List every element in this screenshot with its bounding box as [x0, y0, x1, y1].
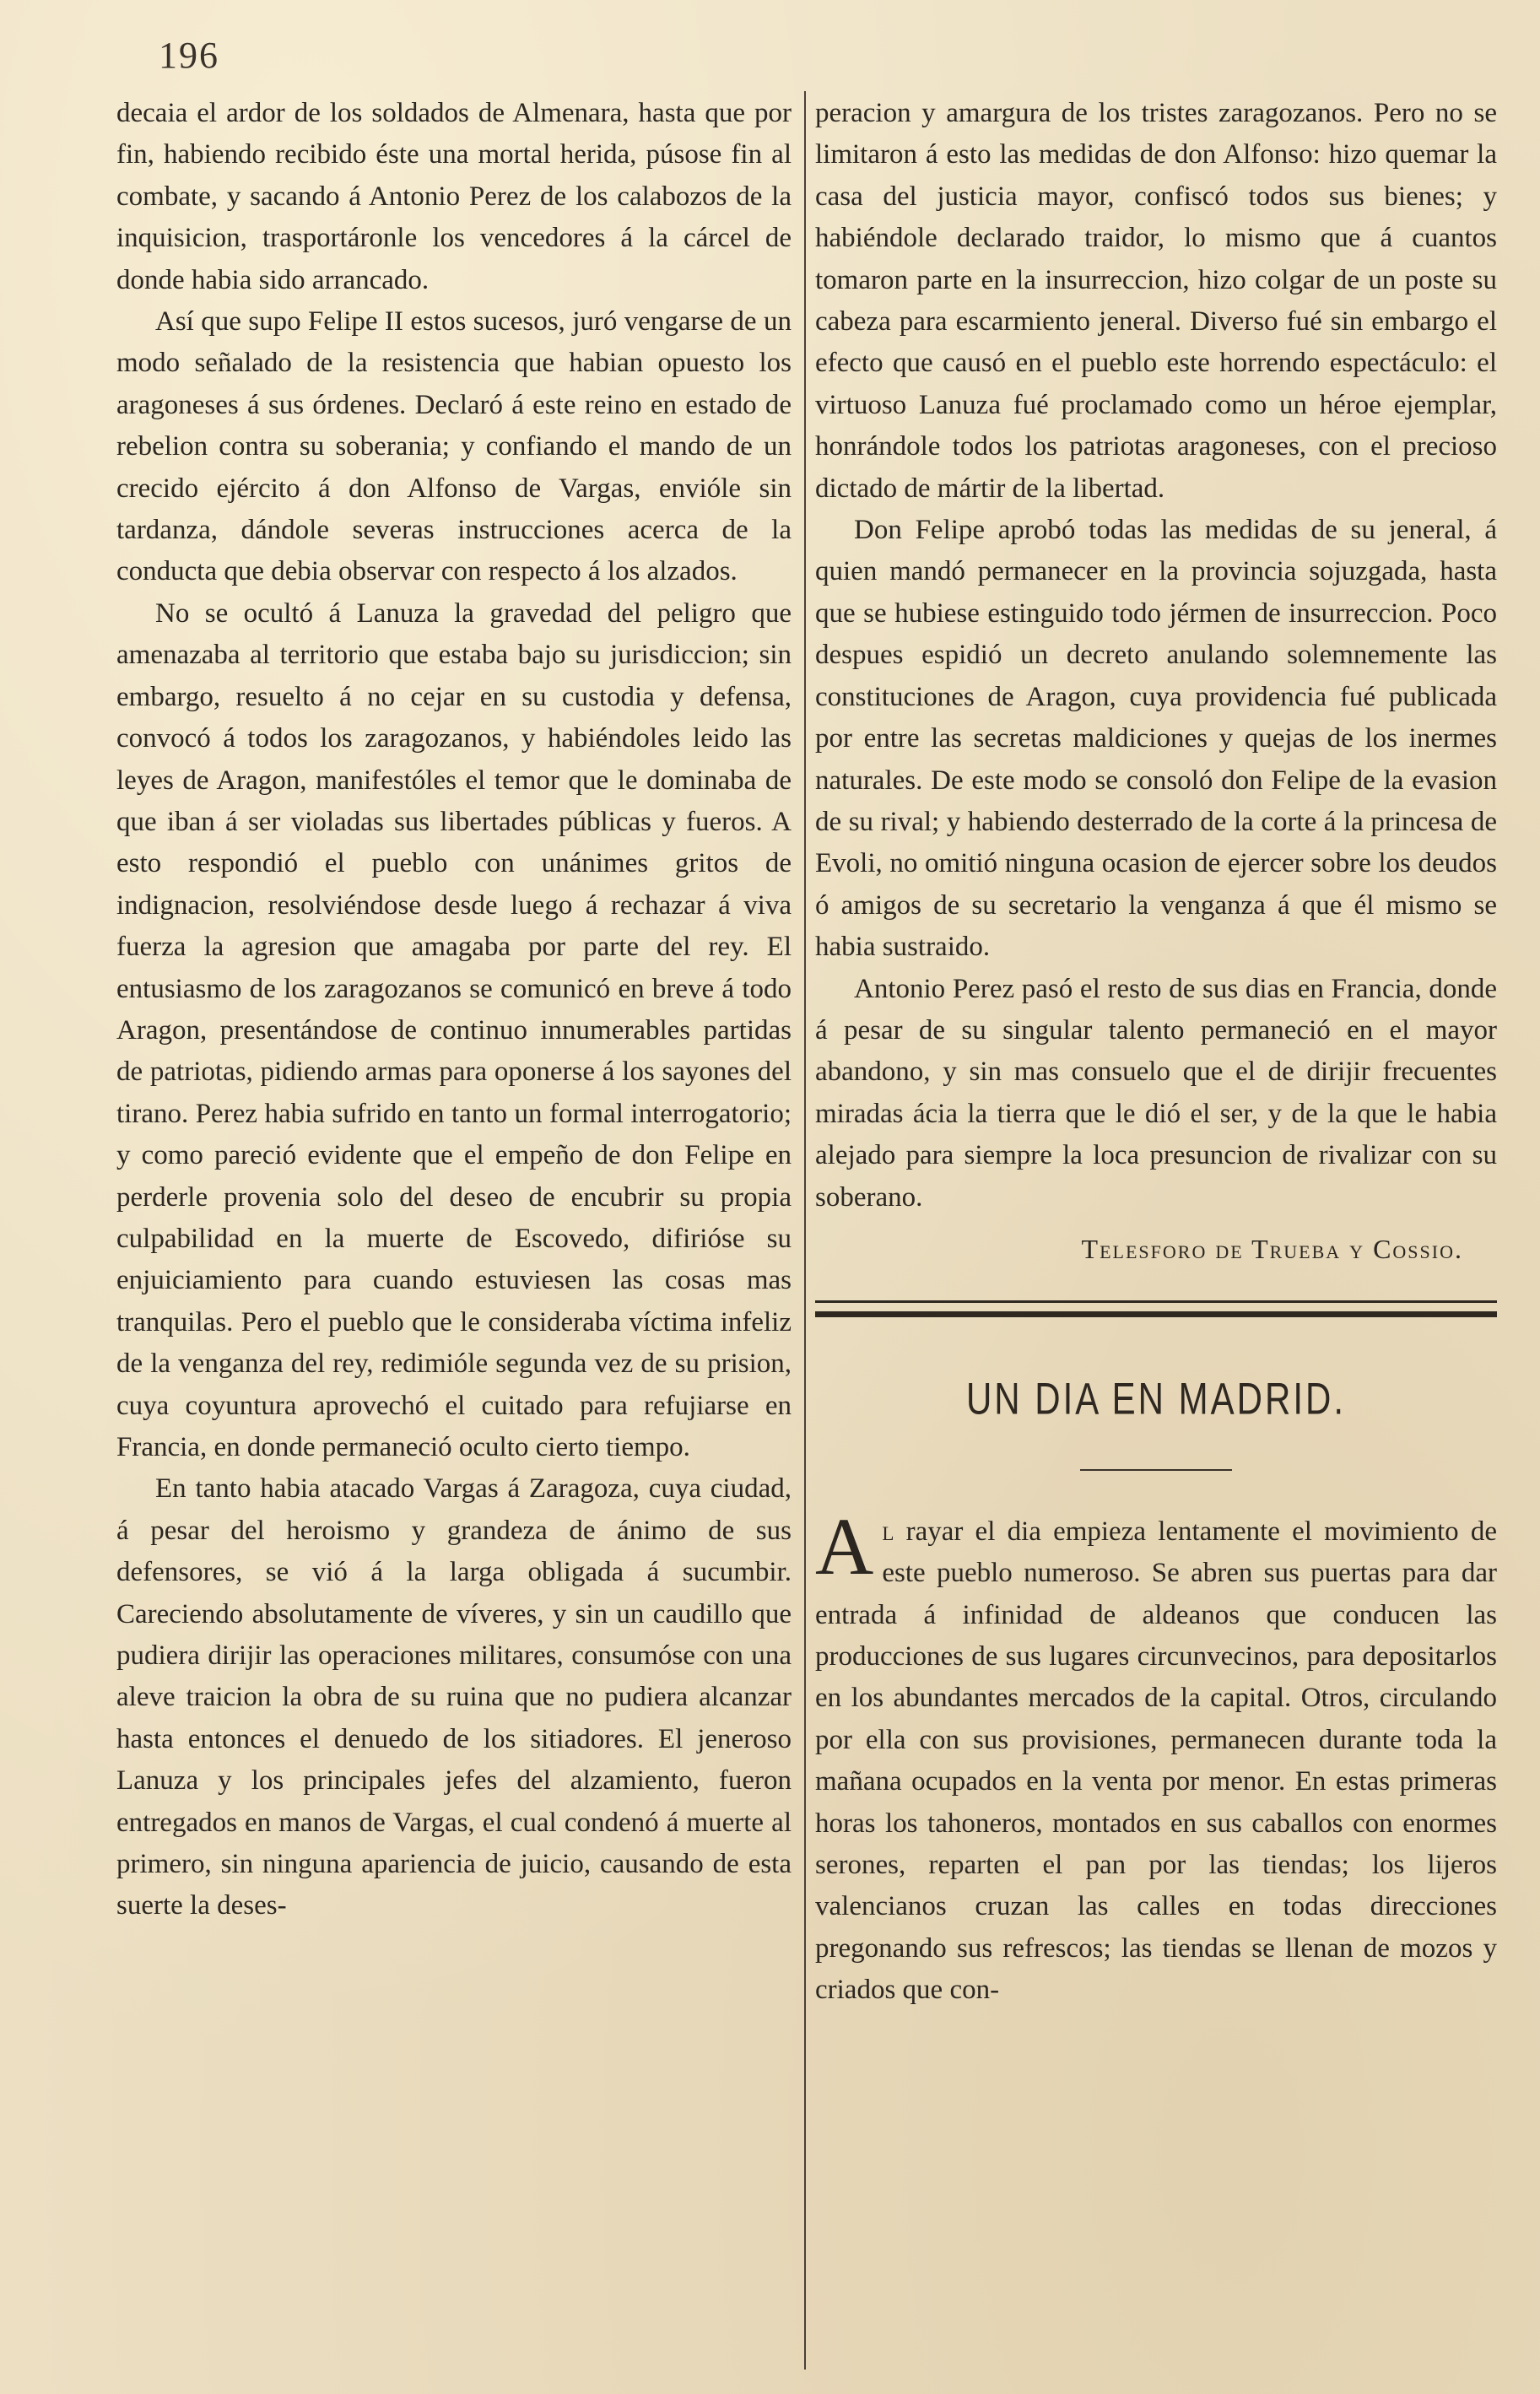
section-divider — [815, 1300, 1497, 1317]
article-title: UN DIA EN MADRID. — [965, 1374, 1347, 1424]
first-word: l — [882, 1516, 894, 1547]
left-column — [116, 93, 792, 1927]
paragraph: Así que supo Felipe II estos sucesos, juró vengarse de un modo señalado de la resistencia que habian opuesto los aragoneses á sus órdenes. Declaró á este reino en estado de rebelion contra su soberania; y confiando el mando de un crecido ejército á don Alfonso de Vargas, envióle sin tardanza, dándole severas instrucciones acerca de la conducta que debia observar con respecto á los alzados. — [116, 306, 792, 587]
title-rule — [1080, 1469, 1232, 1471]
paragraph: peracion y amargura de los tristes zaragozanos. Pero no se limitaron á esto las medidas de don Alfonso: hizo quemar la casa del justicia mayor, confiscó todos sus bienes; y habiéndole declarado traidor, lo mismo que á cuantos tomaron parte en la insurreccion, hizo colgar de un poste su cabeza para escarmiento jeneral. Diverso fué sin embargo el efecto que causó en el pueblo este horrendo espectáculo: el virtuoso Lanuza fué proclamado como un héroe ejemplar, honrándole todos los patriotas aragoneses, con el precioso dictado de mártir de la libertad. — [815, 98, 1497, 504]
page-number: 196 — [159, 35, 219, 76]
paragraph: decaia el ardor de los soldados de Almenara, hasta que por fin, habiendo recibido éste una mortal herida, púsose fin al combate, y sacando á Antonio Perez de los calabozos de la inquisicion, trasportáronle los vencedores á la cárcel de donde habia sido arrancado. — [116, 98, 792, 295]
paragraph: En tanto habia atacado Vargas á Zaragoza, cuya ciudad, á pesar del heroismo y grandeza de ánimo de sus defensores, se vió á la larga obligada á sucumbir. Careciendo absolutamente de víveres, y sin un caudillo que pudiera dirijir las operaciones militares, consumóse con una aleve traicion la obra de su ruina que no pudiera alcanzar hasta entonces el denuedo de los sitiadores. El jeneroso Lanuza y los principales jefes del alzamiento, fueron entregados en manos de Vargas, el cual condenó á muerte al primero, sin ninguna apariencia de juicio, causando de esta suerte la deses- — [116, 1473, 792, 1921]
right-column — [815, 93, 1497, 2012]
article-first-paragraph — [815, 1500, 1497, 2012]
article-body: rayar el dia empieza lentamente el movimiento de este pueblo numeroso. Se abren sus puertas para dar entrada á infinidad de aldeanos que conducen las producciones de sus lugares circunvecinos, para depositarlos en los abundantes mercados de la capital. Otros, circulando por ella con sus provisiones, permanecen durante toda la mañana ocupados en la venta por menor. En estas primeras horas los tahoneros, montados en sus caballos con enormes serones, reparten el pan por las tiendas; los lijeros valencianos cruzan las calles en todas direcciones pregonando sus refrescos; las tiendas se llenan de mozos y criados que con- — [815, 1516, 1497, 2006]
author-signature: Telesforo de Trueba y Cossio. — [1081, 1233, 1463, 1264]
paragraph: Don Felipe aprobó todas las medidas de su jeneral, á quien mandó permanecer en la provincia sojuzgada, hasta que se hubiese estinguido todo jérmen de insurreccion. Poco despues espidió un decreto anulando solemnemente las constituciones de Aragon, cuya providencia fué publicada por entre las secretas maldiciones y quejas de los inermes naturales. De este modo se consoló don Felipe de la evasion de su rival; y habiendo desterrado de la corte á la princesa de Evoli, no omitió ninguna ocasion de ejercer sobre los deudos ó amigos de su secretario la venganza á que él mismo se habia sustraido. — [815, 515, 1497, 963]
column-divider — [804, 91, 806, 2370]
paragraph: No se ocultó á Lanuza la gravedad del peligro que amenazaba al territorio que estaba bajo su jurisdiccion; sin embargo, resuelto á no cejar en su custodia y defensa, convocó á todos los zaragozanos, y habiéndoles leido las leyes de Aragon, manifestóles el temor que le dominaba de que iban á ser violadas sus libertades públicas y fueros. A esto respondió el pueblo con unánimes gritos de indignacion, resolviéndose desde luego á rechazar á viva fuerza la agresion que amagaba por parte del rey. El entusiasmo de los zaragozanos se comunicó en breve á todo Aragon, presentándose de continuo innumerables partidas de patriotas, pidiendo armas para oponerse á los sayones del tirano. Perez habia sufrido en tanto un formal interrogatorio; y como pareció evidente que el empeño de don Felipe en perderle provenia solo del deseo de encubrir su propia culpabilidad en la muerte de Escovedo, difirióse su enjuiciamiento para cuando estuviesen las cosas mas tranquilas. Pero el pueblo que le consideraba víctima infeliz de la venganza del rey, redimióle segunda vez de su prision, cuya coyuntura aprovechó el cuitado para refujiarse en Francia, en donde permaneció oculto cierto tiempo. — [116, 597, 792, 1462]
paragraph: Antonio Perez pasó el resto de sus dias en Francia, donde á pesar de su singular talento permaneció en el mayor abandono, y sin mas consuelo que el de dirijir frecuentes miradas ácia la tierra que le dió el ser, y de la que le habia alejado para siempre la loca presuncion de rivalizar con su soberano. — [815, 973, 1497, 1213]
drop-cap: A — [815, 1500, 874, 1591]
